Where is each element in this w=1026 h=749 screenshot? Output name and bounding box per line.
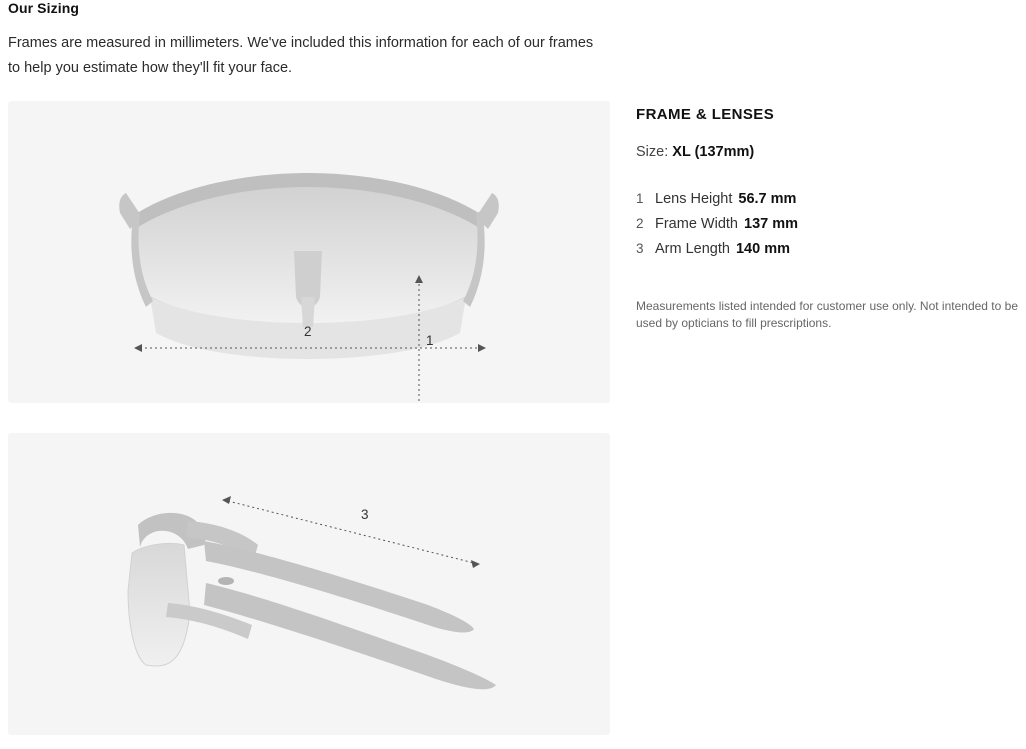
measurement-row [636,237,1026,261]
measurement-row [636,187,1026,211]
measurement-row [636,212,1026,236]
spec-size-label: Size: [636,144,669,160]
side-view-diagram [8,433,610,735]
measurement-index: 3 [636,241,644,256]
measurement-value: 140 mm [735,241,790,257]
front-view-panel [8,101,610,403]
side-view-panel [8,433,610,735]
measurement-index: 1 [636,191,644,206]
spec-size-row [636,144,1026,160]
measurement-value: 56.7 mm [738,191,797,207]
spec-disclaimer: Measurements listed intended for customer use only. Not intended to be used by opticians to fill prescriptions. [636,299,1018,330]
callout-lens-height: 1 [426,333,434,348]
measurement-value: 137 mm [744,216,799,232]
measurement-label: Frame Width [655,216,738,232]
spec-title: FRAME & LENSES [636,106,775,123]
callout-arm-length: 3 [361,507,369,522]
measurement-label: Arm Length [655,241,730,257]
intro-paragraph: Frames are measured in millimeters. We've included this information for each of our frames to help you estimate how they'll fit your face. [8,35,594,76]
page-title: Our Sizing [8,0,79,16]
measurement-index: 2 [636,216,644,231]
measurement-label: Lens Height [655,191,733,207]
measurement-list [636,187,1026,261]
spec-column [636,101,1026,332]
spec-size-value: XL (137mm) [672,144,755,160]
callout-frame-width: 2 [304,324,312,339]
front-view-diagram [8,101,610,403]
